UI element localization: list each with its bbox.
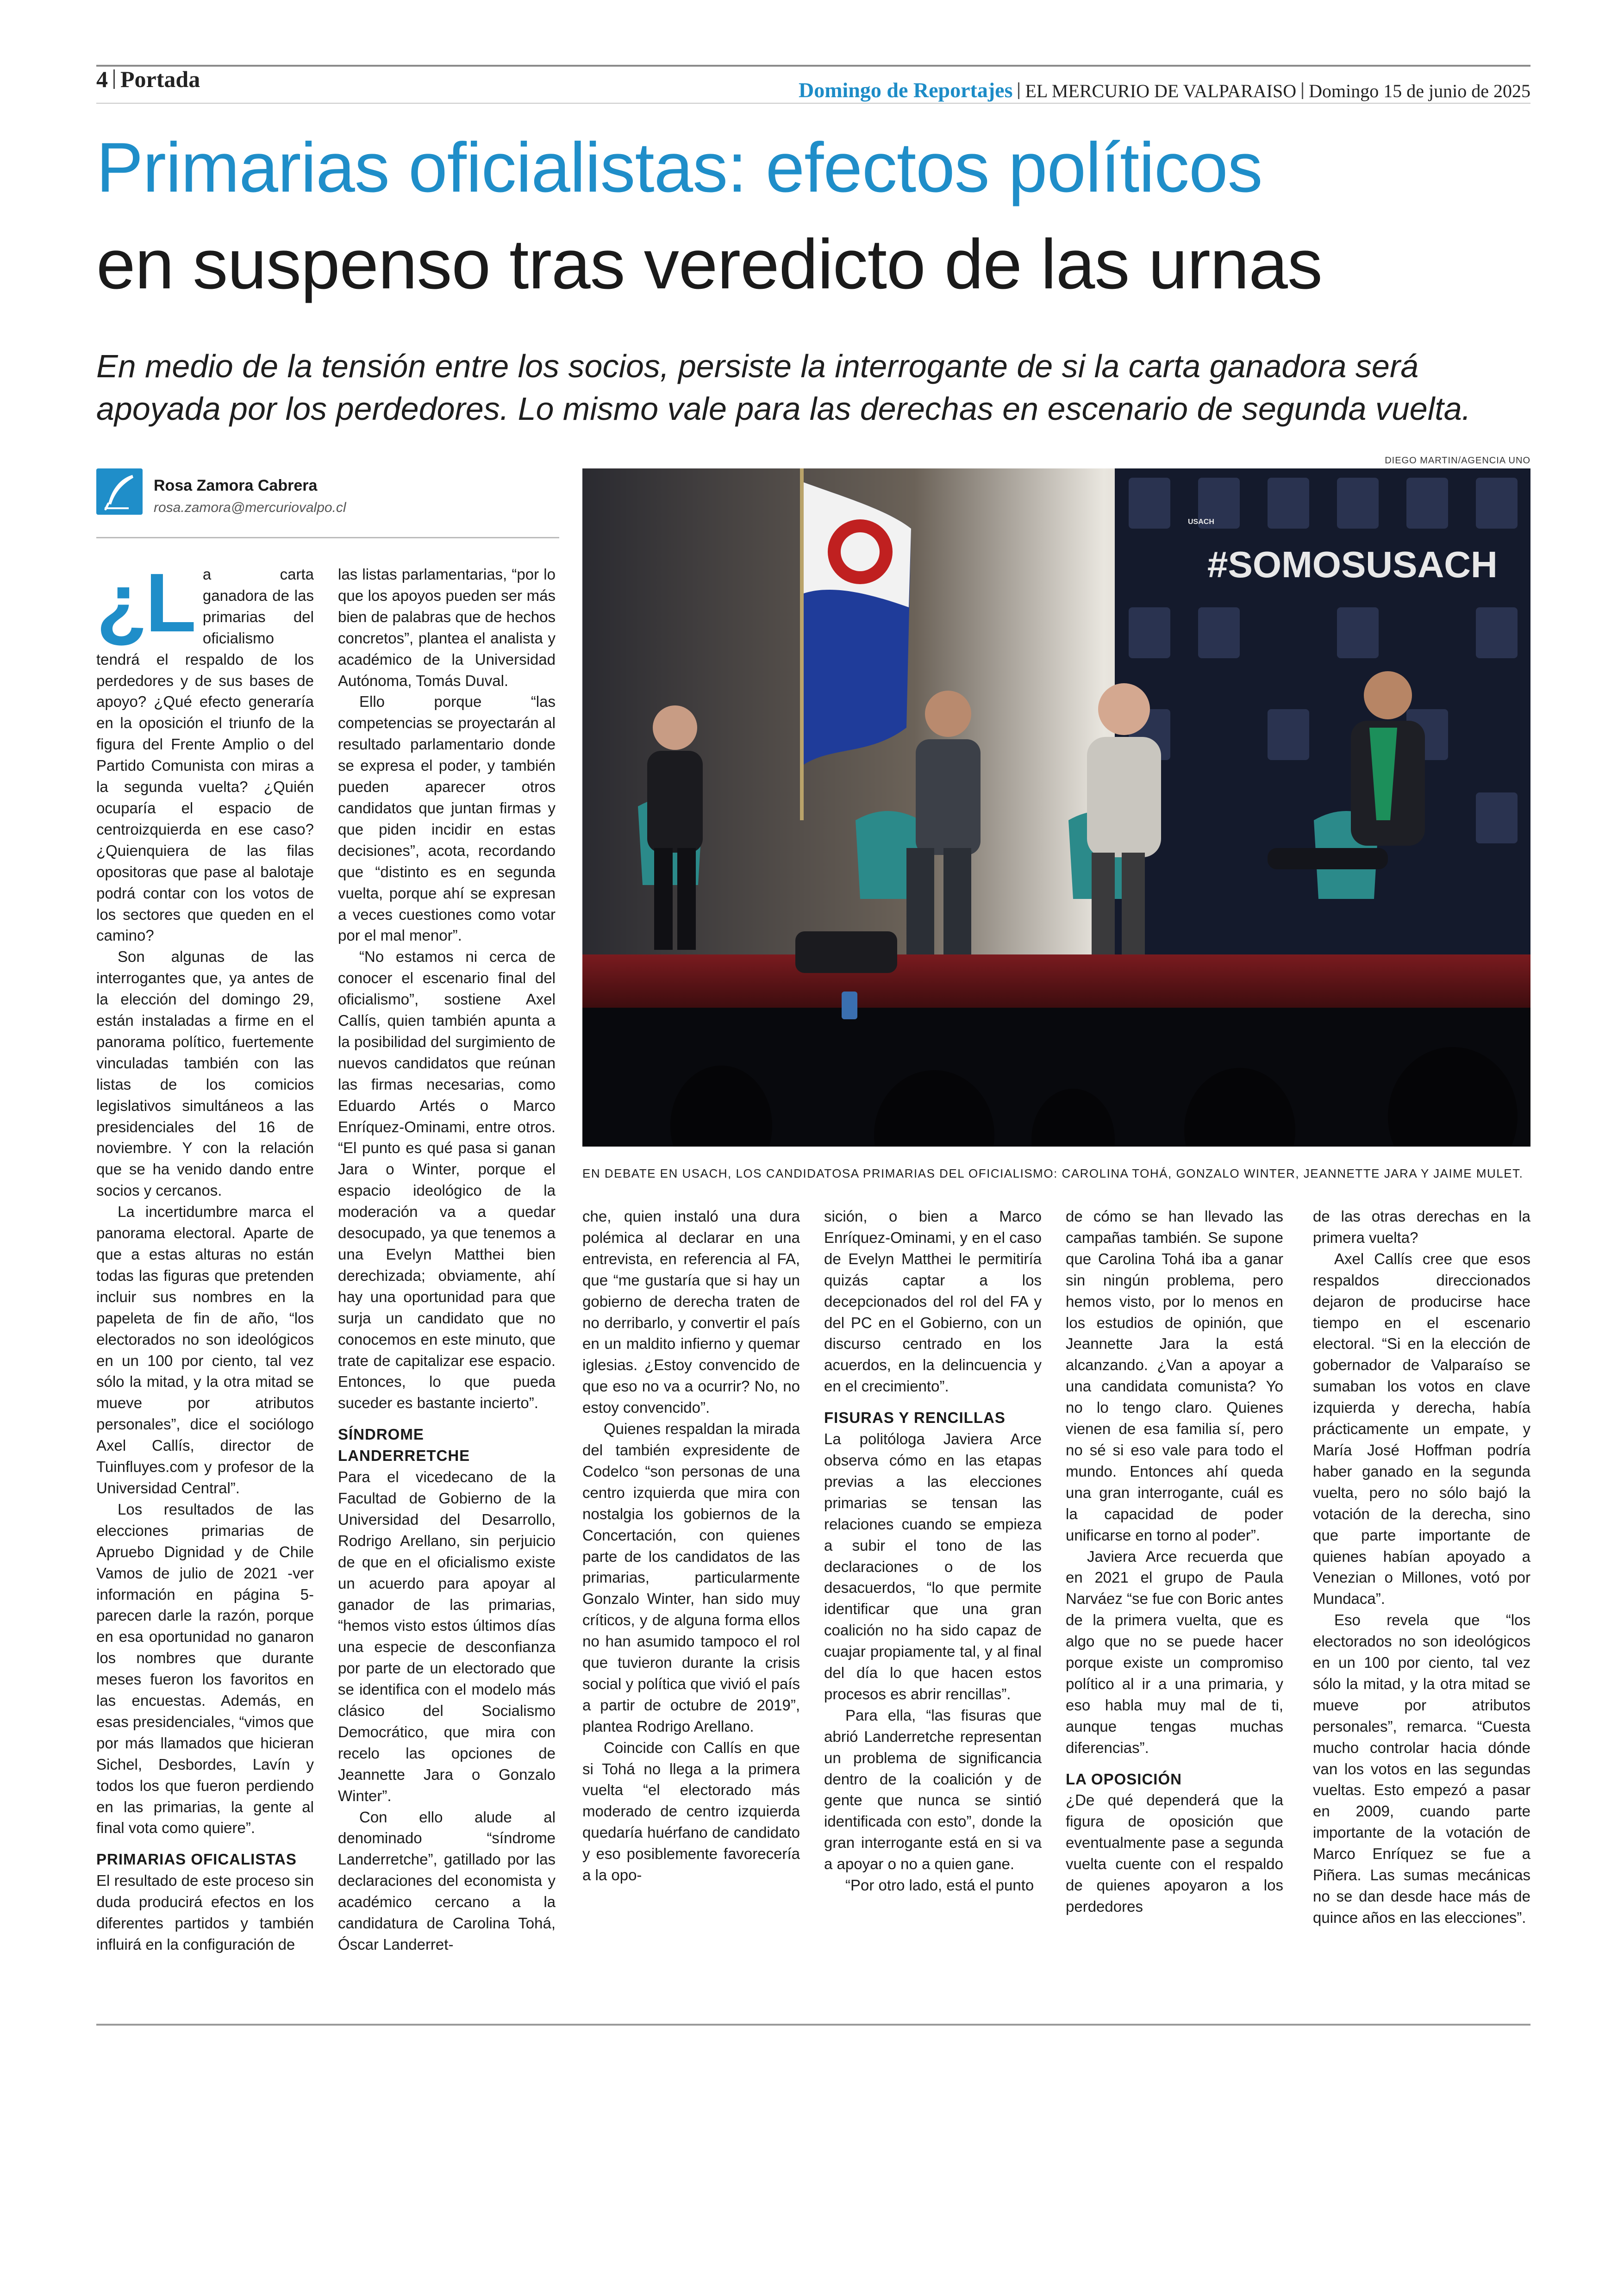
author-name: Rosa Zamora Cabrera — [154, 477, 318, 494]
paragraph: Para ella, “las fisuras que abrió Landerretche representan un problema de significancia dentro de la coalición y de gente que nunca se sintió identificada con esto”, donde la gran interrogante está en si va a apoyar o no a quien gane. — [824, 1706, 1042, 1873]
newspaper-name: EL MERCURIO DE VALPARAISO — [1025, 81, 1297, 101]
paragraph: Los resultados de las elecciones primarias de Apruebo Dignidad y de Chile Vamos de julio de 2021 -ver información en página 5- parecen darle la razón, porque en esa oportunidad no ganaron los nombres que durante meses fueron los favoritos en las encuestas. Además, en esas presidenciales, “vimos que por más llamados que hicieran Sichel, Desbordes, Lavín y todos los que fueron perdiendo en las primarias, la gente al final vota como quiere”. — [96, 1500, 314, 1837]
paragraph: Para el vicedecano de la Facultad de Gobierno de la Universidad del Desarrollo, Rodrigo Arellano, sin perjuicio de que en el oficialismo existe un acuerdo para apoyar al ganador de las primarias, “hemos visto estos últimos días una especie de desconfianza por parte de un electorado que se identifica con el modelo más clásico del Socialismo Democrático, que mira con recelo las opciones de Jeannette Jara o Gonzalo Winter”. — [338, 1468, 556, 1804]
banner-logo-label: USACH — [1188, 518, 1214, 526]
paragraph: La incertidumbre marca el panorama electoral. Aparte de que a estas alturas no están todas las figuras que pretenden incluir sus nombres en la papeleta de fin de año, “los electorados no son ideológicos en un 100 por ciento, tal vez sólo la mitad, y la otra mitad se mueve por atributos personales”, dice el sociólogo Axel Callís, director de Tuinfluyes.com y profesor de la Universidad Central”. — [96, 1203, 314, 1497]
paragraph: las listas parlamentarias, “por lo que los apoyos pueden ser más bien de palabras que de hechos concretos”, plantea el analista y académico de la Universidad Autónoma, Tomás Duval. — [338, 566, 556, 689]
divider — [1018, 82, 1019, 99]
top-rule — [96, 65, 1530, 67]
headline-line-2: en suspenso tras veredicto de las urnas — [96, 225, 1322, 304]
divider — [113, 69, 115, 89]
paragraph: Eso revela que “los electorados no son ideológicos en un 100 por ciento, tal vez sólo la mitad, y la otra mitad se mueve por atributos personales”, remarca. “Cuesta mucho controlar hacia dónde van los votos en las segundas vueltas. Esto empezó a pasar en 2009, cuando parte importante de la votación de Marco Enríquez se fue a Piñera. Las sumas mecánicas no se dan desde hace más de quince años en las elecciones”. — [1313, 1611, 1530, 1926]
paragraph: Axel Callís cree que esos respaldos direccionados dejaron de producirse hace tiempo en el escenario electoral. “Si en la elección de gobernador de Valparaíso se sumaban los votos en clave izquierda y derecha, había prácticamente un empate, y María José Hoffman podría haber ganado en la segunda vuelta, pero no sólo bajó la votación de la derecha, sino que parte importante de quienes habían apoyado a Venezian o Millones, votó por Mundaca”. — [1313, 1250, 1530, 1608]
paragraph: sición, o bien a Marco Enríquez-Ominami, y en el caso de Evelyn Matthei le permitiría quizás captar a los decepcionados del rol del FA y del PC en el Gobierno, con un discurso centrado en los acuerdos, en la delincuencia y en el crecimiento”. — [824, 1208, 1042, 1395]
article-column-5 — [1066, 1206, 1283, 1917]
section-name: Portada — [120, 66, 200, 92]
paragraph: Quienes respaldan la mirada del también expresidente de Codelco “son personas de una centro izquierda que mira con nostalgia los gobiernos de la Concertación, con quienes parte de los candidatos de las primarias, particularmente Gonzalo Winter, han sido muy críticos, y de alguna forma ellos no han asumido tampoco el rol que tuvieron durante la crisis social y política que vivió el país a partir de octubre de 2019”, plantea Rodrigo Arellano. — [582, 1420, 800, 1735]
drop-cap: ¿L — [96, 556, 194, 649]
banner-text: #SOMOSUSACH — [1207, 544, 1498, 585]
article-column-4 — [824, 1206, 1042, 1896]
supplement-brand: Domingo de Reportajes — [798, 78, 1013, 102]
subheading-fisuras: FISURAS Y RENCILLAS — [824, 1409, 1006, 1427]
article-column-1 — [96, 556, 314, 1955]
article-column-6 — [1313, 1206, 1530, 1928]
subheading-primarias: PRIMARIAS OFICALISTAS — [96, 1851, 297, 1868]
paragraph: La politóloga Javiera Arce observa cómo en las etapas previas a las elecciones primarias se tensan las relaciones cuando se empieza a subir el tono de las declaraciones o de los desacuerdos, “lo que permite identificar que una gran coalición no ha sido capaz de cuajar propiamente tal, y al final del día lo que hacen estos procesos es abrir rencillas”. — [824, 1430, 1042, 1703]
paragraph: Coincide con Callís en que si Tohá no llega a la primera vuelta “el electorado más moderado de centro izquierda quedaría huérfano de candidato y eso posiblemente favorecería a la opo- — [582, 1739, 800, 1884]
header-rule — [96, 103, 1530, 104]
paragraph-text: a carta ganadora de las primarias del oficialismo tendrá el respaldo de los perdedores y de sus bases de apoyo? ¿Qué efecto generaría en la oposición el triunfo de la figura del Frente Amplio o del Partido Comunista con miras a la segunda vuelta? ¿Quién ocuparía el espacio de centroizquierda en ese caso? ¿Quienquiera de las filas opositoras que pase al balotaje podrá contar con los votos de los sectores que queden en el camino? — [96, 566, 314, 944]
subheading-oposicion: LA OPOSICIÓN — [1066, 1770, 1182, 1788]
photo-caption: EN DEBATE EN USACH, LOS CANDIDATOSA PRIMARIAS DEL OFICIALISMO: CAROLINA TOHÁ, GONZALO WINTER, JEANNETTE JARA Y JAIME MULET. — [582, 1166, 1524, 1180]
photo-credit: DIEGO MARTIN/AGENCIA UNO — [1385, 455, 1530, 466]
quill-icon — [96, 468, 143, 515]
paragraph: de las otras derechas en la primera vuelta? — [1313, 1208, 1530, 1246]
debate-photo — [582, 468, 1530, 1147]
paragraph: “Por otro lado, está el punto — [845, 1877, 1034, 1894]
paragraph: “No estamos ni cerca de conocer el escenario final del oficialismo”, sostiene Axel Callís, quien también apunta a la posibilidad del surgimiento de nuevos candidatos que reúnan las firmas necesarias, como Eduardo Artés o Marco Enríquez-Ominami, entre otros. “El punto es qué pasa si ganan Jara o Winter, porque el espacio ideológico de la moderación va a quedar desocupado, ya que tenemos a una Evelyn Matthei bien derechizada; obviamente, ahí hay una oportunidad para que surja un candidato que no conocemos en este minuto, que trate de capitalizar ese espacio. Entonces, lo que pueda suceder es bastante incierto”. — [338, 948, 556, 1412]
paragraph: de cómo se han llevado las campañas también. Se supone que Carolina Tohá iba a ganar sin ningún problema, pero hemos visto, por lo menos en los estudios de opinión, que Jeannette Jara la está alcanzando. ¿Van a apoyar a una candidata comunista? Yo no lo tengo claro. Quienes vienen de esa familia sí, pero no sé si eso vale para todo el mundo. Entonces ahí queda una gran interrogante, cuál es la capacidad de poder unificarse en torno al poder”. — [1066, 1208, 1283, 1544]
issue-date: Domingo 15 de junio de 2025 — [1309, 81, 1530, 101]
article-column-3 — [582, 1206, 800, 1886]
headline-line-1: Primarias oficialistas: efectos políticos — [96, 128, 1262, 207]
author-email[interactable]: rosa.zamora@mercuriovalpo.cl — [154, 500, 346, 515]
paragraph — [96, 556, 314, 946]
paragraph: Javiera Arce recuerda que en 2021 el grupo de Paula Narváez “se fue con Boric antes de la primera vuelta, que es algo que no se puede hacer porque existe un compromiso político al ir a una primaria, y eso habla muy mal de ti, aunque tengas muchas diferencias”. — [1066, 1547, 1283, 1756]
divider — [1302, 82, 1303, 99]
subheading-sindrome: SÍNDROME LANDERRETCHE — [338, 1426, 470, 1465]
bottom-rule — [96, 2024, 1530, 2026]
paragraph: Ello porque “las competencias se proyectarán al resultado parlamentario donde se expresa el poder, y también pueden aparecer otros candidatos que juntan firmas y que piden incidir en estas decisiones”, acota, recordando que “distinto es en segunda vuelta, porque ahí se expresan a veces cuestiones como votar por el mal menor”. — [338, 693, 556, 944]
byline-divider — [96, 537, 559, 538]
page-number: 4 — [96, 66, 108, 92]
paragraph: Con ello alude al denominado “síndrome Landerretche”, gatillado por las declaraciones del economista y académico cercano a la candidatura de Carolina Tohá, Óscar Landerret- — [338, 1808, 556, 1953]
paragraph: Son algunas de las interrogantes que, ya antes de la elección del domingo 29, están instaladas a firme en el panorama político, fuertemente vinculadas también con las listas de los comicios legislativos simultáneos a las presidenciales del 16 de noviembre. Y con la relación que se ha venido dando entre socios y cercanos. — [96, 948, 314, 1199]
page-section-label — [96, 66, 200, 93]
paragraph: che, quien instaló una dura polémica al declarar en una entrevista, en referencia al FA, que “me gustaría que si hay un gobierno de derecha traten de no derribarlo, y convertir el país en un maldito infierno y quemar iglesias. ¿Estoy convencido de que eso no va a ocurrir? No, no estoy convencido”. — [582, 1208, 800, 1416]
paragraph: El resultado de este proceso sin duda producirá efectos en los diferentes partidos y también influirá en la configuración de — [96, 1872, 314, 1953]
masthead-info — [799, 78, 1530, 102]
paragraph: ¿De qué dependerá que la figura de oposición que eventualmente pase a segunda vuelta cuente con el respaldo de quienes apoyaron a los perdedores — [1066, 1791, 1283, 1915]
deck-subheadline: En medio de la tensión entre los socios, persiste la interrogante de si la carta ganadora será apoyada por los perdedores. Lo mismo vale para las derechas en escenario de segunda vuelta. — [96, 348, 1471, 427]
article-column-2 — [338, 564, 556, 1955]
